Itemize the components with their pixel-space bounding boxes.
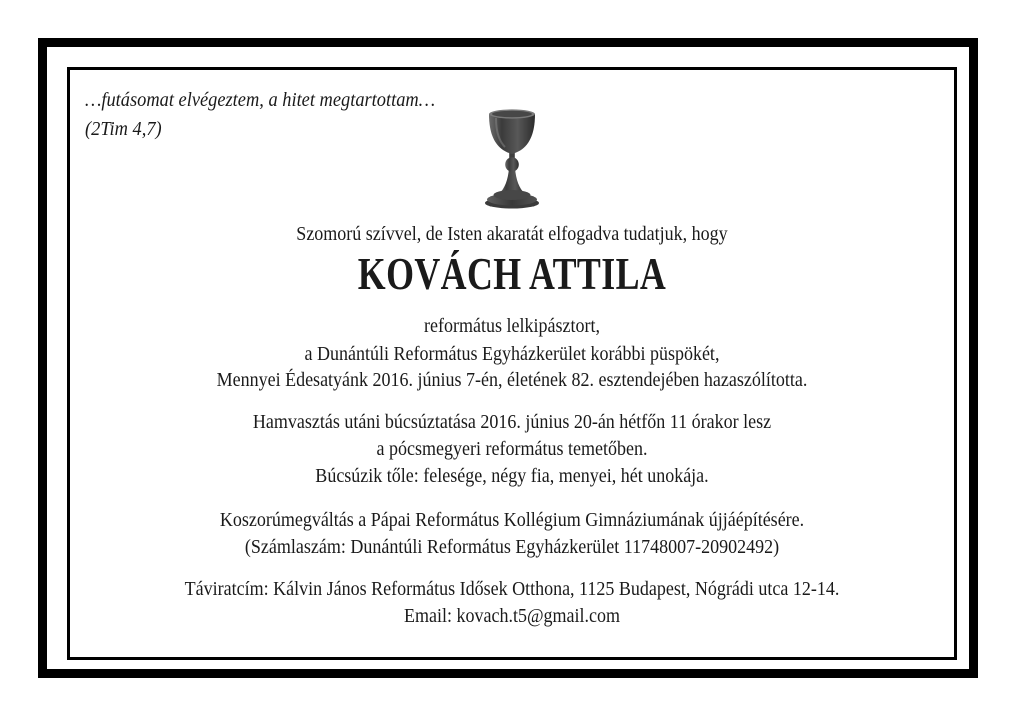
card-header	[70, 70, 954, 222]
intro-text: Szomorú szívvel, de Isten akaratát elfogadva tudatjuk, hogy	[296, 223, 728, 245]
deceased-titles	[70, 312, 954, 368]
funeral-line-2: a pócsmegyeri református temetőben.	[376, 438, 648, 460]
title-line-2: a Dunántúli Református Egyházkerület korábbi püspökét,	[304, 343, 720, 365]
funeral-details	[70, 409, 954, 490]
contact-address-line: Táviratcím: Kálvin János Református Idősek Otthona, 1125 Budapest, Nógrádi utca 12-14.	[184, 578, 840, 600]
chalice-icon	[475, 106, 549, 212]
mourners-line: Búcsúzik tőle: felesége, négy fia, menyei, hét unokája.	[315, 465, 709, 487]
scripture-quote-text: …futásomat elvégeztem, a hitet megtartottam…	[85, 89, 436, 111]
card-body	[70, 222, 954, 630]
donation-line-1: Koszorúmegváltás a Pápai Református Kollégium Gimnáziumának újjáépítésére.	[219, 509, 805, 531]
donation-details	[70, 507, 954, 561]
card-content	[70, 70, 954, 657]
inner-frame	[67, 67, 957, 660]
contact-details	[70, 576, 954, 630]
title-line-1: református lelkipásztort,	[424, 315, 600, 337]
scripture-quote-reference: (2Tim 4,7)	[85, 118, 162, 140]
funeral-line-1: Hamvasztás utáni búcsúztatása 2016. június 20-án hétfőn 11 órakor lesz	[252, 411, 772, 433]
outer-frame	[38, 38, 978, 678]
deceased-name: KOVÁCH ATTILA	[357, 248, 667, 299]
contact-email-line: Email: kovach.t5@gmail.com	[403, 605, 621, 627]
scripture-quote	[85, 86, 435, 144]
donation-line-2: (Számlaszám: Dunántúli Református Egyházkerület 11748007-20902492)	[244, 536, 780, 558]
death-announcement: Mennyei Édesatyánk 2016. június 7-én, életének 82. esztendejében hazaszólította.	[216, 369, 808, 391]
